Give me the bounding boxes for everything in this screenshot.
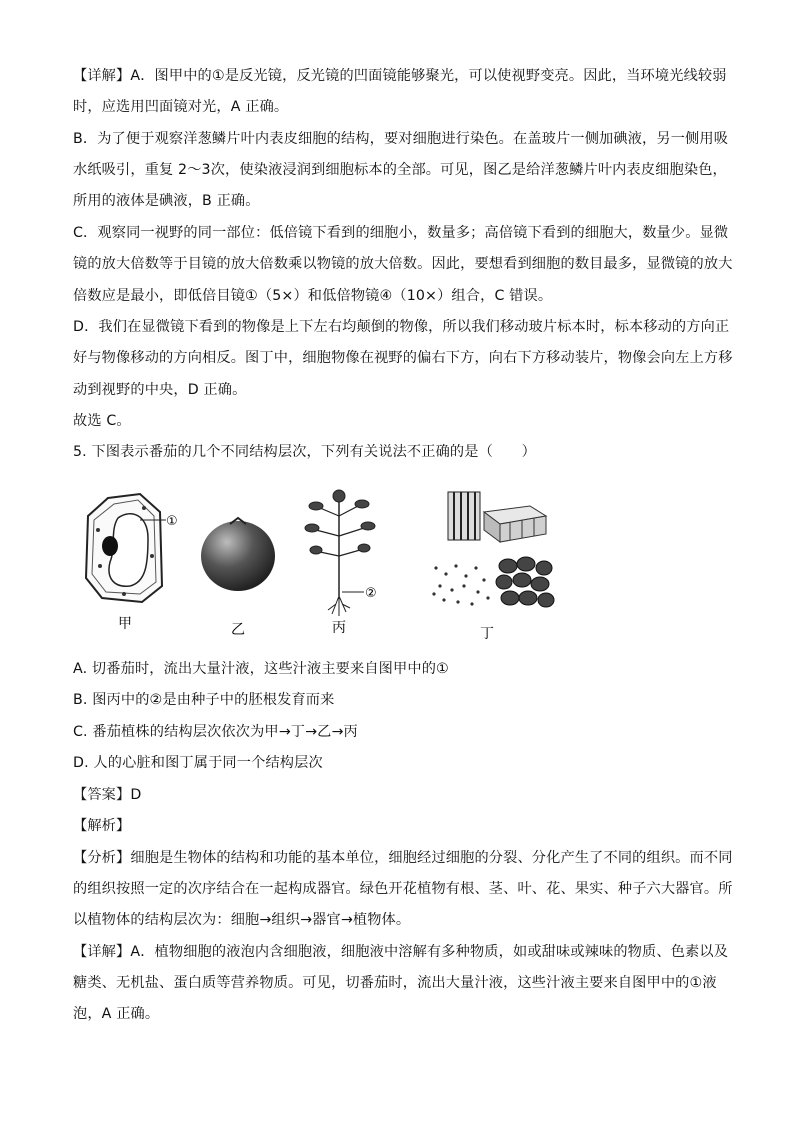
figure-label-yi: 乙 — [231, 622, 245, 638]
detail-line: 所用的液体是碘液，B 正确。 — [73, 193, 260, 209]
mesophyll-tissue — [496, 557, 554, 607]
analysis-line: 的组织按照一定的次序结合在一起构成器官。绿色开花植物有根、茎、叶、花、果实、种子六大器官。所 — [73, 881, 733, 897]
detail-line: 【详解】A．图甲中的①是反光镜，反光镜的凹面镜能够聚光，可以使视野变亮。因此，当环境光线较弱 — [73, 68, 727, 84]
detail-line: D．我们在显微镜下看到的物像是上下左右均颠倒的物像，所以我们移动玻片标本时，标本移动的方向正 — [73, 319, 730, 335]
detail-line: 故选 C。 — [73, 413, 131, 429]
option-b: B. 图丙中的②是由种子中的胚根发育而来 — [73, 692, 335, 708]
analysis-label: 【解析】 — [73, 818, 131, 834]
analysis-line: 以植物体的结构层次为：细胞→组织→器官→植物体。 — [73, 912, 411, 928]
question-stem: 5. 下图表示番茄的几个不同结构层次，下列有关说法不正确的是（ ） — [73, 444, 536, 460]
parenchyma-dots — [432, 564, 489, 605]
figure-label-bing: 丙 — [332, 620, 346, 636]
marker-2: ② — [365, 586, 377, 601]
detail-line: C．观察同一视野的同一部位：低倍镜下看到的细胞小，数量多；高倍镜下看到的细胞大，数量少。显微 — [73, 225, 729, 241]
detail-line: 水纸吸引，重复 2～3次，使染液浸润到细胞标本的全部。可见，图乙是给洋葱鳞片叶内表皮细胞染色， — [73, 162, 727, 178]
detail-line: 好与物像移动的方向相反。图丁中，细胞物像在视野的偏右下方，向右下方移动装片，物像会向左上方移 — [73, 350, 733, 366]
figure-drawing — [80, 486, 580, 646]
analysis-line: 糖类、无机盐、蛋白质等营养物质。可见，切番茄时，流出大量汁液，这些汁液主要来自图甲中的①液 — [73, 975, 717, 991]
tissue-drawings — [432, 492, 554, 607]
answer-value: D — [130, 787, 142, 803]
detail-line: 动到视野的中央，D 正确。 — [73, 382, 247, 398]
answer-label: 【答案】 — [73, 787, 131, 803]
tomato-structure-figure — [80, 486, 580, 646]
figure-label-jia: 甲 — [118, 616, 132, 632]
option-a: A. 切番茄时，流出大量汁液，这些汁液主要来自图甲中的① — [73, 661, 449, 677]
detail-line: 镜的放大倍数等于目镜的放大倍数乘以物镜的放大倍数。因此，要想看到细胞的数目最多，显微镜的放大 — [73, 256, 733, 272]
option-c: C. 番茄植株的结构层次依次为甲→丁→乙→丙 — [73, 724, 358, 740]
epidermis-tissue — [484, 506, 546, 542]
detail-line: 时，应选用凹面镜对光，A 正确。 — [73, 99, 289, 115]
answer-row — [73, 785, 723, 805]
analysis-line: 【详解】A．植物细胞的液泡内含细胞液，细胞液中溶解有多种物质，如或甜味或辣味的物质、色素以及 — [73, 944, 729, 960]
figure-label-ding: 丁 — [480, 626, 494, 642]
plant-cell-drawing — [86, 494, 166, 602]
analysis-line: 【分析】细胞是生物体的结构和功能的基本单位，细胞经过细胞的分裂、分化产生了不同的组织。而不同 — [73, 850, 733, 866]
tomato-fruit-drawing — [201, 518, 275, 591]
detail-line: B．为了便于观察洋葱鳞片叶内表皮细胞的结构，要对细胞进行染色。在盖玻片一侧加碘液，另一侧用吸 — [73, 131, 729, 147]
option-d: D. 人的心脏和图丁属于同一个结构层次 — [73, 755, 323, 771]
detail-line: 倍数应是最小，即低倍目镜①（5×）和低倍物镜④（10×）组合，C 错误。 — [73, 288, 553, 304]
analysis-line: 泡，A 正确。 — [73, 1006, 160, 1022]
marker-1: ① — [166, 514, 178, 529]
vessel-tissue — [448, 492, 480, 540]
